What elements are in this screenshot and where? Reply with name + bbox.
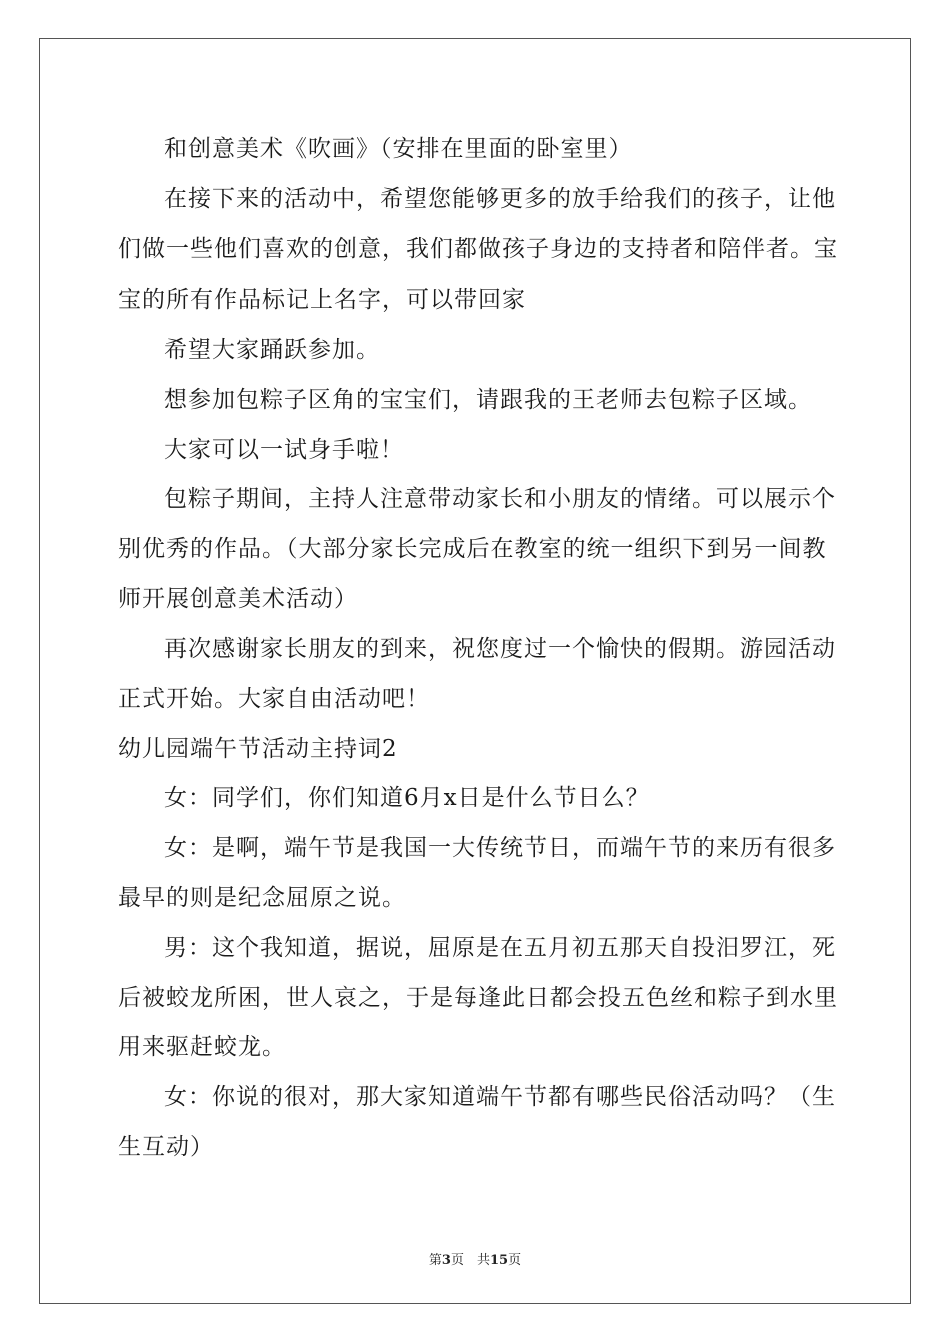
footer-prefix: 第 <box>428 1253 442 1268</box>
paragraph-line: 女：你说的很对，那大家知道端午节都有哪些民俗活动吗？（生 <box>164 1084 836 1110</box>
paragraph-line: 女：是啊，端午节是我国一大传统节日，而端午节的来历有很多 <box>164 835 836 861</box>
footer-page-total: 15 <box>489 1253 509 1268</box>
footer-mid: 页 共 <box>450 1253 490 1268</box>
paragraph-line: 正式开始。大家自由活动吧！ <box>118 686 430 712</box>
paragraph-line: 宝的所有作品标记上名字，可以带回家 <box>118 287 526 313</box>
paragraph-line: 别优秀的作品。（大部分家长完成后在教室的统一组织下到另一间教 <box>118 536 827 562</box>
paragraph-line: 后被蛟龙所困，世人哀之，于是每逢此日都会投五色丝和粽子到水里 <box>118 985 838 1011</box>
paragraph-line: 想参加包粽子区角的宝宝们，请跟我的王老师去包粽子区域。 <box>164 387 812 413</box>
paragraph-line: 们做一些他们喜欢的创意，我们都做孩子身边的支持者和陪伴者。宝 <box>118 236 838 262</box>
paragraph-line: 包粽子期间，主持人注意带动家长和小朋友的情绪。可以展示个 <box>164 486 836 512</box>
paragraph-line: 在接下来的活动中，希望您能够更多的放手给我们的孩子，让他 <box>164 186 836 212</box>
paragraph-line: 希望大家踊跃参加。 <box>164 337 380 363</box>
paragraph-line: 男：这个我知道，据说，屈原是在五月初五那天自投汨罗江，死 <box>164 935 836 961</box>
paragraph-line: 师开展创意美术活动） <box>118 586 358 612</box>
section-heading: 幼儿园端午节活动主持词2 <box>118 736 398 762</box>
paragraph-line: 大家可以一试身手啦！ <box>164 437 404 463</box>
page-border <box>39 38 911 1304</box>
paragraph-line: 女：同学们，你们知道6月x日是什么节日么？ <box>164 785 650 811</box>
page-footer <box>0 1249 950 1268</box>
footer-page-current: 3 <box>441 1253 451 1268</box>
paragraph-line: 生互动） <box>118 1134 214 1160</box>
footer-suffix: 页 <box>508 1253 522 1268</box>
paragraph-line: 再次感谢家长朋友的到来，祝您度过一个愉快的假期。游园活动 <box>164 636 836 662</box>
paragraph-line: 和创意美术《吹画》（安排在里面的卧室里） <box>164 136 633 162</box>
paragraph-line: 用来驱赶蛟龙。 <box>118 1034 286 1060</box>
paragraph-line: 最早的则是纪念屈原之说。 <box>118 885 406 911</box>
